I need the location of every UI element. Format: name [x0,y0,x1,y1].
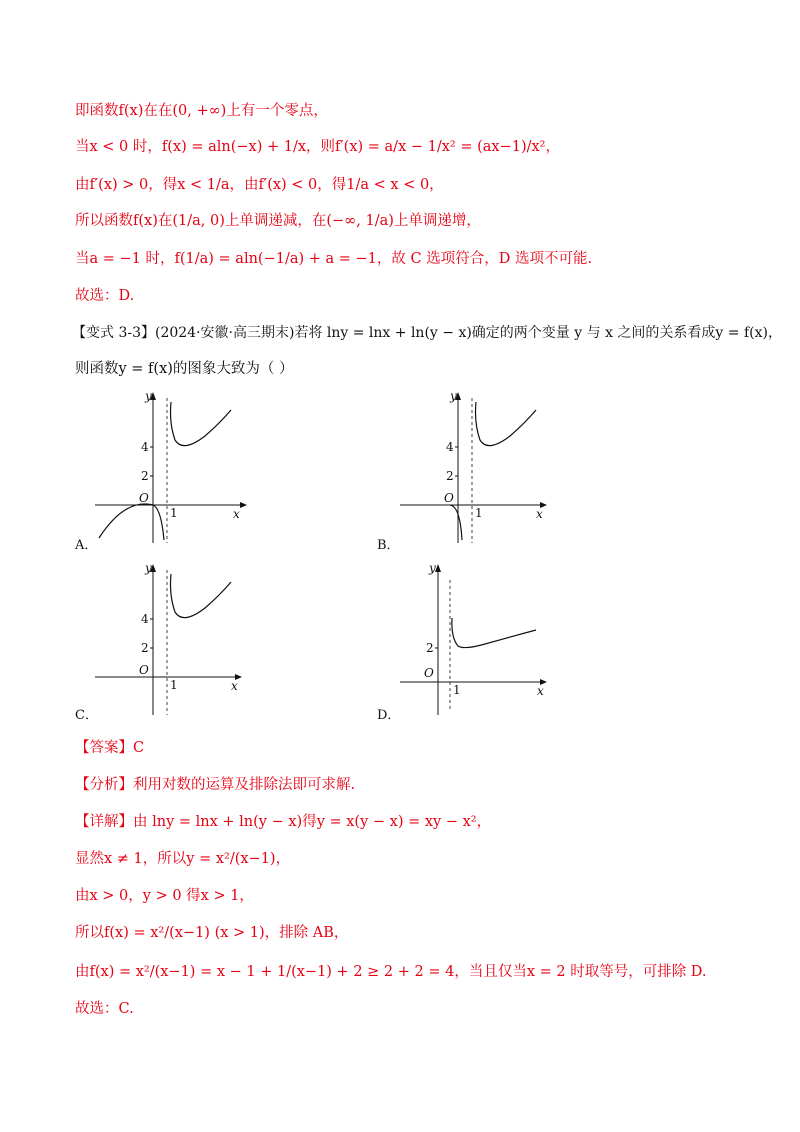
tick-x-1: 1 [475,506,483,520]
solution-line-6: 故选：D. [75,288,135,304]
detail-line-2: 显然x ≠ 1，所以y = x²/(x−1)， [75,851,291,867]
analysis-line: 【分析】利用对数的运算及排除法即可求解. [75,777,356,793]
origin-label: O [139,491,149,505]
x-label: x [231,679,238,693]
tick-x-1: 1 [453,683,461,697]
tick-4: 4 [141,612,149,626]
option-b-label: B． [377,538,400,553]
problem-line-2: 则函数y = f(x)的图象大致为（ ） [75,361,294,377]
curve-right [476,402,537,446]
graph-option-a [95,388,255,548]
y-label: y [145,561,152,575]
origin-label: O [139,663,149,677]
detail-line-6: 故选：C. [75,1001,134,1017]
x-label: x [537,684,544,698]
graph-option-b [400,388,560,548]
option-a-label: A． [75,538,98,553]
tick-2: 2 [141,641,149,655]
solution-line-1: 即函数f(x)在在(0, +∞)上有一个零点， [75,103,328,119]
curve-right [171,574,232,618]
graph-option-d [400,560,560,720]
solution-line-4: 所以函数f(x)在(1/a, 0)上单调递减，在(−∞, 1/a)上单调递增， [75,213,481,229]
solution-line-2: 当x < 0 时，f(x) = aln(−x) + 1/x，则f′(x) = a/x − 1/x² = (ax−1)/x²， [75,139,560,155]
y-label: y [450,389,457,403]
solution-line-3: 由f′(x) > 0，得x < 1/a，由f′(x) < 0，得1/a < x < 0， [75,177,444,193]
x-label: x [233,507,240,521]
origin-label: O [424,666,434,680]
option-d-label: D． [377,708,401,723]
y-label: y [429,561,436,575]
answer-line: 【答案】C [75,740,145,756]
graph-option-c [95,560,255,720]
y-label: y [145,389,152,403]
tick-2: 2 [426,641,434,655]
origin-label: O [444,491,454,505]
tick-2: 2 [446,469,454,483]
tick-x-1: 1 [170,678,178,692]
tick-x-1: 1 [170,506,178,520]
curve-left [99,504,164,540]
x-axis-arrow [240,502,247,508]
curve-right [452,618,536,648]
tick-4: 4 [141,440,149,454]
x-label: x [536,507,543,521]
detail-line-4: 所以f(x) = x²/(x−1) (x > 1)，排除 AB， [75,925,349,941]
problem-line-1: 【变式 3-3】(2024·安徽·高三期末)若将 lny = lnx + ln(y − x)确定的两个变量 y 与 x 之间的关系看成y = f(x)， [72,325,782,341]
detail-line-3: 由x > 0，y > 0 得x > 1， [75,888,254,904]
solution-line-5: 当a = −1 时，f(1/a) = aln(−1/a) + a = −1，故 C 选项符合，D 选项不可能. [75,251,593,267]
option-c-label: C． [75,708,98,723]
tick-2: 2 [141,469,149,483]
curve-left [450,505,462,540]
curve-right [171,402,232,446]
detail-line-5: 由f(x) = x²/(x−1) = x − 1 + 1/(x−1) + 2 ≥ 2 + 2 = 4，当且仅当x = 2 时取等号，可排除 D. [75,964,707,980]
tick-4: 4 [446,440,454,454]
detail-line-1: 【详解】由 lny = lnx + ln(y − x)得y = x(y − x) = xy − x²， [75,814,492,830]
